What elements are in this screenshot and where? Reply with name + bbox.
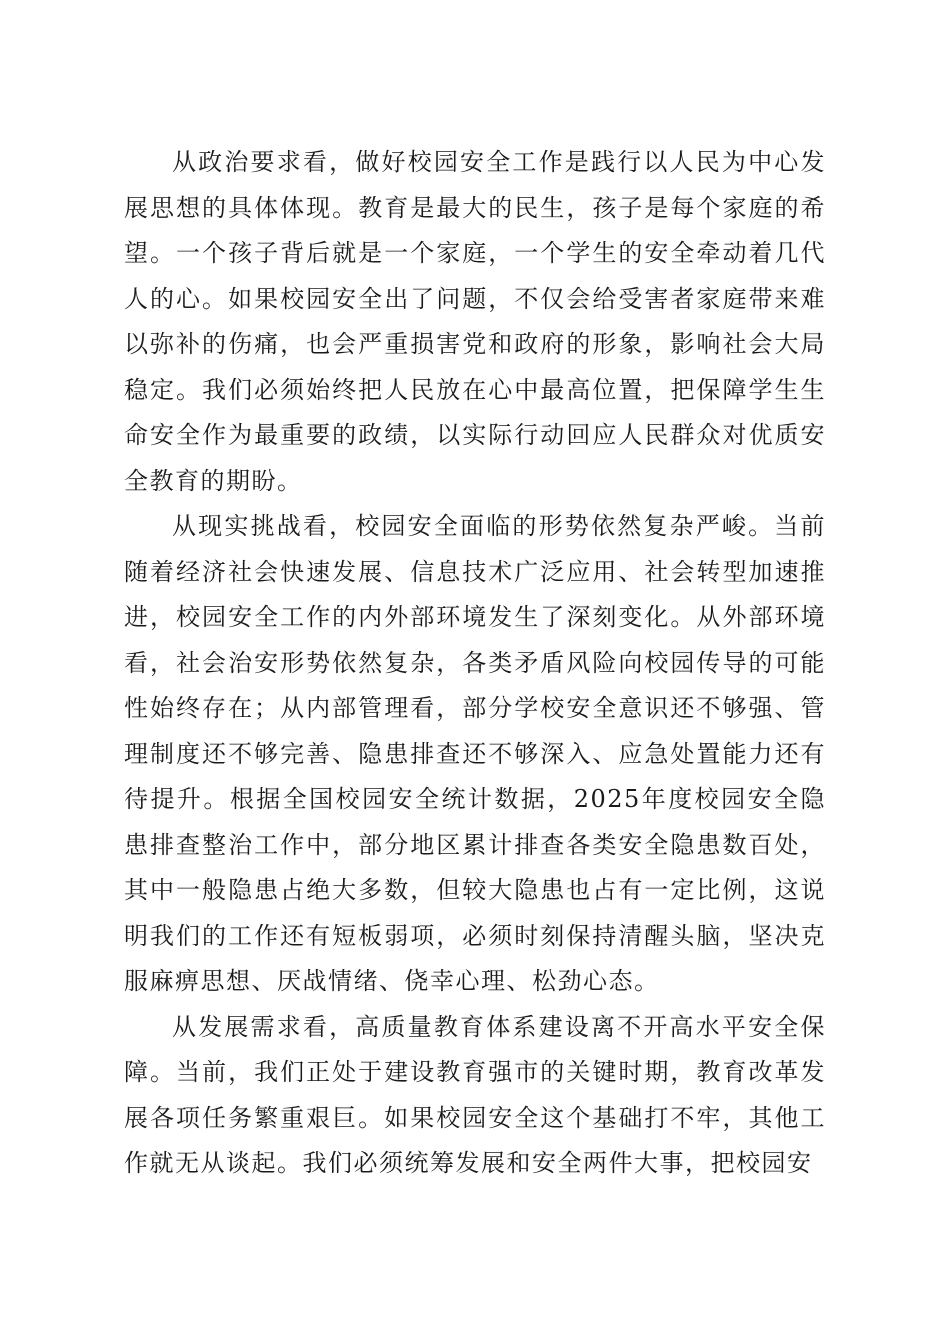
paragraph-development-need: 从发展需求看，高质量教育体系建设离不开高水平安全保障。当前，我们正处于建设教育强市的关键时期，教育改革发展各项任务繁重艰巨。如果校园安全这个基础打不牢，其他工作就无从谈起。我们必须统筹发展和安全两件大事，把校园安 xyxy=(124,1012,826,1177)
paragraph-realistic-challenge: 从现实挑战看，校园安全面临的形势依然复杂严峻。当前随着经济社会快速发展、信息技术广泛应用、社会转型加速推进，校园安全工作的内外部环境发生了深刻变化。从外部环境看，社会治安形势依然复杂，各类矛盾风险向校园传导的可能性始终存在；从内部管理看，部分学校安全意识还不够强、管理制度还不够完善、隐患排查还不够深入、应急处置能力还有待提升。根据全国校园安全统计数据，2025年度校园安全隐患排查整治工作中，部分地区累计排查各类安全隐患数百处，其中一般隐患占绝大多数，但较大隐患也占有一定比例，这说明我们的工作还有短板弱项，必须时刻保持清醒头脑，坚决克服麻痹思想、厌战情绪、侥幸心理、松劲心态。 xyxy=(124,512,826,995)
document-body xyxy=(124,140,826,1187)
paragraph-political-requirement: 从政治要求看，做好校园安全工作是践行以人民为中心发展思想的具体体现。教育是最大的民生，孩子是每个家庭的希望。一个孩子背后就是一个家庭，一个学生的安全牵动着几代人的心。如果校园安全出了问题，不仅会给受害者家庭带来难以弥补的伤痛，也会严重损害党和政府的形象，影响社会大局稳定。我们必须始终把人民放在心中最高位置，把保障学生生命安全作为最重要的政绩，以实际行动回应人民群众对优质安全教育的期盼。 xyxy=(124,148,826,495)
